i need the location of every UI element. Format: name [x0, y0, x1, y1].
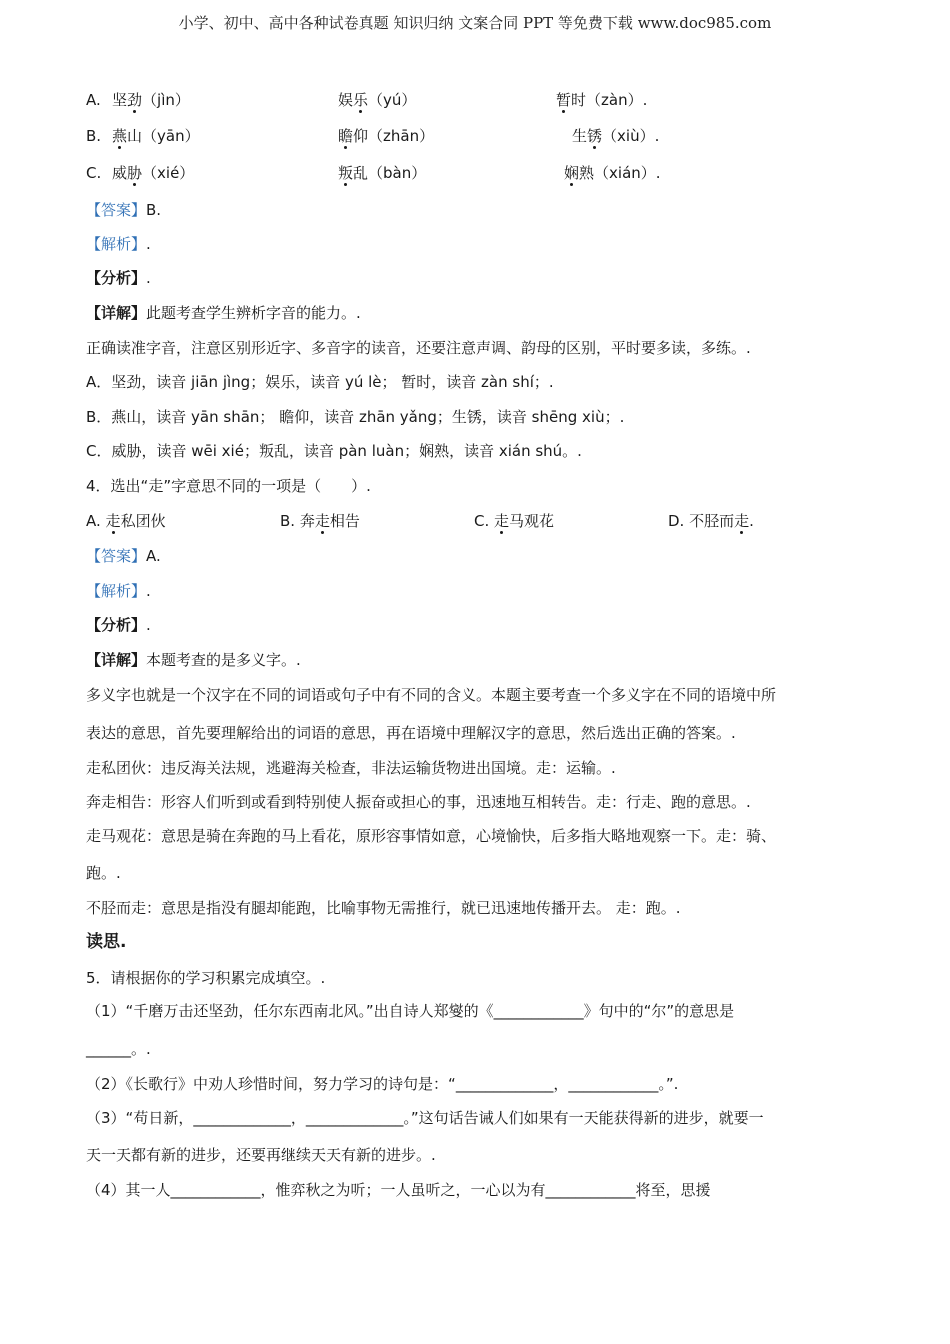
option-c: C. 走马观花: [474, 512, 555, 530]
option-word: 叛乱（bàn）: [338, 164, 427, 182]
analysis-line: 【解析】.: [86, 582, 151, 600]
explanation-text: 不胫而走：意思是指没有腿却能跑，比喻事物无需推行，就已迅速地传播开去。 走：跑。.: [86, 899, 681, 917]
option-word: 娱乐（yú）: [338, 91, 417, 109]
option-a: A. 走私团伙: [86, 512, 166, 530]
question-stem: 4．选出“走”字意思不同的一项是（ ）.: [86, 477, 371, 495]
explanation-text: C．威胁，读音 wēi xié；叛乱，读音 pàn luàn；娴熟，读音 xián shú。.: [86, 442, 582, 460]
explanation-text: A．坚劲，读音 jiān jìng；娱乐，读音 yú lè； 暂时，读音 zàn shí；.: [86, 373, 554, 391]
option-d: D. 不胫而走.: [668, 512, 754, 530]
fill-blank-item: ______。.: [86, 1040, 151, 1058]
option-word: 瞻仰（zhān）: [338, 127, 435, 145]
option-word: 威胁（xié）: [112, 164, 195, 182]
option-word: 娴熟（xián）.: [564, 164, 661, 182]
option-b: B. 奔走相告: [280, 512, 360, 530]
detail-line: 【详解】此题考查学生辨析字音的能力。.: [86, 304, 361, 322]
question-stem: 5．请根据你的学习积累完成填空。.: [86, 969, 326, 987]
option-label: C.: [86, 164, 102, 182]
fill-blank-item: （1）“千磨万击还坚劲，任尔东西南北风。”出自诗人郑燮的《____________》句中的“尔”的意思是: [86, 1002, 735, 1020]
fill-blank-item: （4）其一人____________，惟弈秋之为听；一人虽听之，一心以为有____________将至，思援: [86, 1181, 711, 1199]
section-heading: 读思.: [86, 932, 127, 952]
breakdown-line: 【分析】.: [86, 616, 151, 634]
explanation-text: 走马观花：意思是骑在奔跑的马上看花，原形容事情如意，心境愉快，后多指大略地观察一下。走：骑、: [86, 827, 777, 845]
option-label: A.: [86, 91, 101, 109]
breakdown-line: 【分析】.: [86, 269, 151, 287]
explanation-text: 走私团伙：违反海关法规，逃避海关检查，非法运输货物进出国境。走：运输。.: [86, 759, 616, 777]
analysis-line: 【解析】.: [86, 235, 151, 253]
fill-blank-item: （2）《长歌行》中劝人珍惜时间，努力学习的诗句是：“_____________，____________。”.: [86, 1075, 679, 1093]
explanation-text: 奔走相告：形容人们听到或看到特别使人振奋或担心的事，迅速地互相转告。走：行走、跑的意思。.: [86, 793, 751, 811]
explanation-text: B．燕山，读音 yān shān； 瞻仰，读音 zhān yǎng；生锈，读音 shēng xiù；.: [86, 408, 625, 426]
option-word: 生锈（xiù）.: [572, 127, 660, 145]
option-label: B.: [86, 127, 102, 145]
fill-blank-item: 天一天都有新的进步，还要再继续天天有新的进步。.: [86, 1146, 436, 1164]
option-word: 坚劲（jìn）: [112, 91, 190, 109]
explanation-text: 正确读准字音，注意区别形近字、多音字的读音，还要注意声调、韵母的区别，平时要多读，多练。.: [86, 339, 751, 357]
explanation-text: 多义字也就是一个汉字在不同的词语或句子中有不同的含义。本题主要考查一个多义字在不同的语境中所: [86, 686, 777, 704]
answer-line: 【答案】A.: [86, 547, 161, 565]
option-word: 燕山（yān）: [112, 127, 200, 145]
fill-blank-item: （3）“苟日新，_____________，_____________。”这句话告诫人们如果有一天能获得新的进步，就要一: [86, 1109, 764, 1127]
explanation-text: 跑。.: [86, 864, 121, 882]
option-word: 暂时（zàn）.: [556, 91, 648, 109]
page-header: 小学、初中、高中各种试卷真题 知识归纳 文案合同 PPT 等免费下载 www.doc985.com: [178, 14, 772, 32]
answer-line: 【答案】B.: [86, 201, 162, 219]
detail-line: 【详解】本题考查的是多义字。.: [86, 651, 301, 669]
explanation-text: 表达的意思，首先要理解给出的词语的意思，再在语境中理解汉字的意思，然后选出正确的答案。.: [86, 724, 736, 742]
